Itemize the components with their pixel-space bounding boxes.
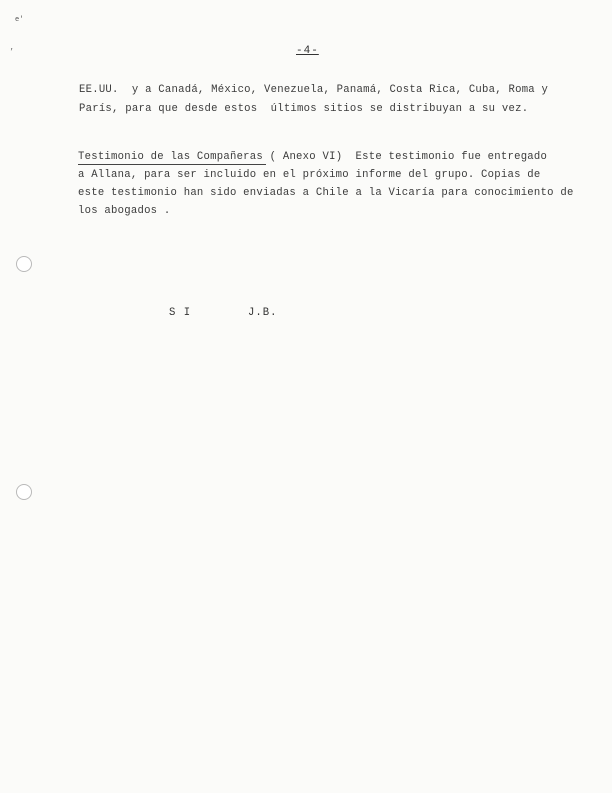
- signature-initials-left: S I: [169, 307, 192, 319]
- paragraph-2-line-1: [78, 151, 547, 163]
- paragraph-1-line-1: EE.UU. y a Canadá, México, Venezuela, Panamá, Costa Rica, Cuba, Roma y: [79, 84, 549, 96]
- punch-hole-top: [16, 256, 32, 272]
- paragraph-2-line-3: este testimonio han sido enviadas a Chile a la Vicaría para conocimiento de: [78, 187, 574, 199]
- signature-initials-right: J.B.: [248, 307, 278, 319]
- paragraph-2-line-4: los abogados .: [78, 205, 171, 217]
- page-number: -4-: [296, 45, 319, 57]
- margin-mark: ,: [10, 44, 15, 52]
- paragraph-2-line-2: a Allana, para ser incluido en el próximo informe del grupo. Copias de: [78, 169, 541, 181]
- punch-hole-bottom: [16, 484, 32, 500]
- paragraph-1-line-2: París, para que desde estos últimos sitios se distribuyan a su vez.: [79, 103, 529, 115]
- heading-underline: [78, 164, 266, 165]
- heading-continuation: ( Anexo VI) Este testimonio fue entregado: [263, 151, 548, 163]
- section-heading: Testimonio de las Compañeras: [78, 151, 264, 163]
- corner-mark: e': [15, 16, 24, 24]
